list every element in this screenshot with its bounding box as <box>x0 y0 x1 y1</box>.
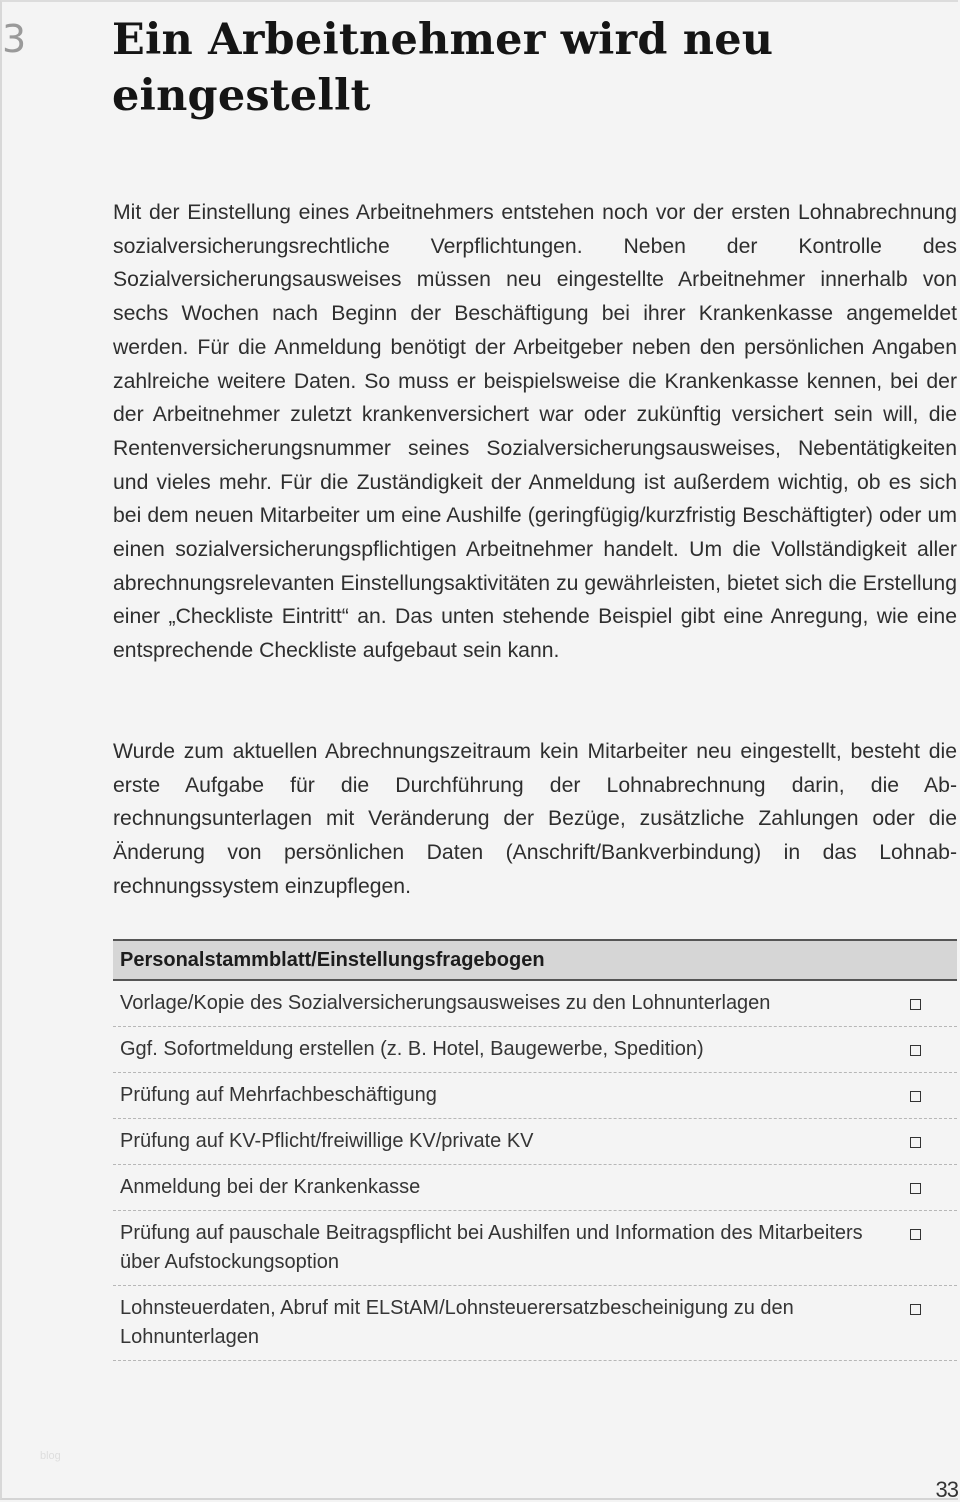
checklist-table <box>113 939 957 1361</box>
checklist-item-label: Anmeldung bei der Krankenkasse <box>120 1176 421 1198</box>
intro-paragraph: Mit der Einstellung eines Arbeitnehmers entstehen noch vor der ersten Lohnabrechnung sozialversicherungsrechtliche Verpflichtungen. Neben der Kontrolle des Sozialversicherungsausweises müssen neu eingestellte Arbeitnehmer innerhalb von sechs Wochen nach Beginn der Beschäftigung bei ihrer Krankenkasse angemeldet werden. Für die Anmeldung benötigt der Arbeitgeber neben den persönlichen Angaben zahlreiche weitere Daten. So muss er beispielsweise die Krankenkasse kennen, bei der der Arbeitnehmer zuletzt krankenversichert war oder zukünftig versichert sein will, die Rentenversicherungsnummer seines Sozialversicherungsausweises, Nebentätigkeiten und vieles mehr. Für die Zuständigkeit der Anmeldung ist außerdem wichtig, ob es sich bei dem neuen Mitarbeiter um eine Aushilfe (geringfügig/kurzfristig Beschäftigter) oder um einen sozialversicherungspflichtigen Arbeitnehmer handelt. Um die Vollständigkeit aller abrechnungsrelevanten Einstellungsaktivitäten zu gewährleisten, bietet sich die Erstellung einer „Checkliste Eintritt“ an. Das unten stehende Beispiel gibt eine Anregung, wie eine entsprechende Checkliste aufgebaut sein kann. <box>113 201 957 663</box>
page-number: 33 <box>935 1477 958 1502</box>
checkbox-icon[interactable] <box>910 1229 921 1240</box>
checklist-item-label: Prüfung auf KV-Pflicht/freiwillige KV/private KV <box>120 1130 534 1152</box>
checklist-item-label: Ggf. Sofortmeldung erstellen (z. B. Hotel, Baugewerbe, Spedition) <box>120 1038 704 1060</box>
checklist-row <box>113 1286 957 1361</box>
checkbox-icon[interactable] <box>910 1183 921 1194</box>
checklist-row <box>113 1073 957 1119</box>
checklist-header: Personalstammblatt/Einstellungsfragebogen <box>113 939 957 981</box>
checklist-item-label: Vorlage/Kopie des Sozialversicherungsausweises zu den Lohnunterlagen <box>120 992 771 1014</box>
checkbox-icon[interactable] <box>910 999 921 1010</box>
checklist-row <box>113 1165 957 1211</box>
chapter-number: 3 <box>2 17 27 61</box>
checklist-item-label: Prüfung auf pauschale Beitragspflicht bei Aushilfen und Information des Mitarbeiters über Aufstockungsoption <box>120 1222 863 1273</box>
checklist-item-label: Lohnsteuerdaten, Abruf mit ELStAM/Lohnsteuerersatzbescheinigung zu den Lohnunterlagen <box>120 1297 794 1348</box>
checklist-row <box>113 1027 957 1073</box>
watermark: blog <box>40 1450 61 1462</box>
checkbox-icon[interactable] <box>910 1137 921 1148</box>
checkbox-icon[interactable] <box>910 1045 921 1056</box>
checklist-item-label: Prüfung auf Mehrfachbeschäftigung <box>120 1084 437 1106</box>
checkbox-icon[interactable] <box>910 1091 921 1102</box>
checkbox-icon[interactable] <box>910 1304 921 1315</box>
checklist-row <box>113 981 957 1027</box>
page-title: Ein Arbeitnehmer wird neu eingestellt <box>112 15 774 121</box>
checklist-row <box>113 1119 957 1165</box>
checklist-row <box>113 1211 957 1286</box>
second-paragraph: Wurde zum aktuellen Abrechnungszeitraum kein Mitarbeiter neu eingestellt, besteht die erste Aufgabe für die Durchführung der Lohnabrechnung darin, die Abrechnungsunterlagen mit Veränderung der Bezüge, zusätzliche Zahlungen oder die Änderung von persönlichen Daten (Anschrift/Bankverbindung) in das Lohnabrechnungssystem einzupflegen. <box>113 740 957 898</box>
